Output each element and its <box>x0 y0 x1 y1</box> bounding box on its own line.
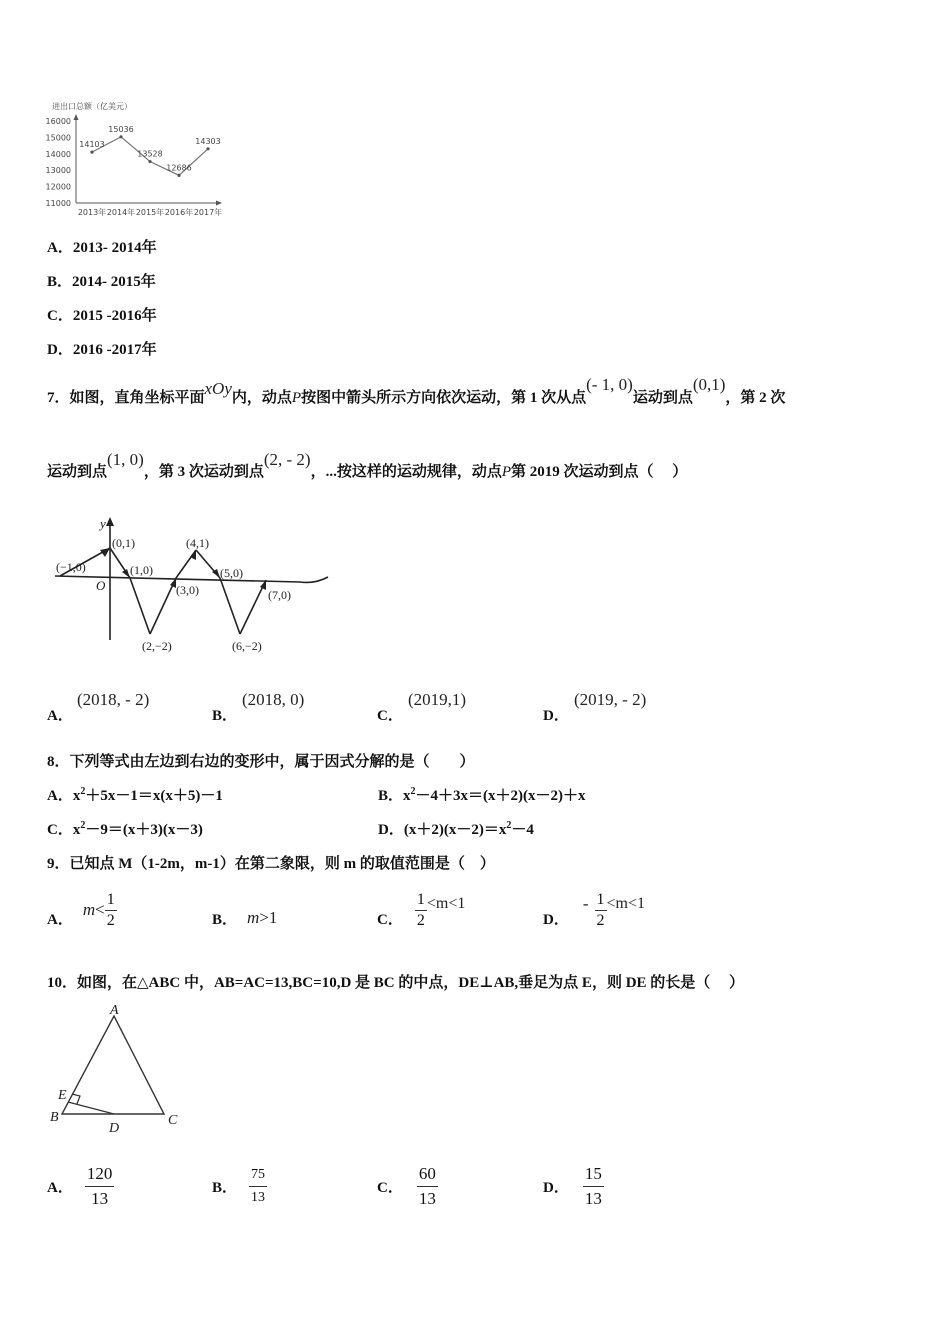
q10-triangle-figure <box>44 1000 194 1140</box>
label-e: E <box>58 1088 67 1103</box>
math-point: (1, 0) <box>107 450 144 469</box>
segment-de <box>68 1102 114 1114</box>
q9-question: 9．已知点 M（1-2m，m-1）在第二象限，则 m 的取值范围是（ ） <box>47 856 495 872</box>
q6-option-b[interactable] <box>47 270 156 291</box>
q8-option-a[interactable]: A．$x^2+5x-1=x(x+5)-1$ <box>47 786 223 804</box>
q10-option-d[interactable]: D． $\frac{15}{13}$ <box>543 1163 602 1208</box>
q7-zigzag-figure <box>50 512 340 657</box>
q7-option-c-value: (2019,1) <box>408 690 467 709</box>
fig-label-4-1: (4,1) <box>186 536 209 550</box>
option-text: 2014- 2015年 <box>72 274 156 290</box>
fig-path <box>60 548 266 634</box>
chart-ytick-label: 15000 <box>45 133 71 143</box>
q7-question-line1: 7．如图，直角坐标平面xOy内，动点P按图中箭头所示方向依次运动，第 1 次从点(- 1, 0)运动到点(0,1)，第 2 次 <box>47 375 786 406</box>
label-d: D <box>109 1121 120 1136</box>
q10-option-c[interactable]: C． $\frac{60}{13}$ <box>377 1163 436 1208</box>
q6-option-a[interactable] <box>47 236 157 257</box>
chart-y-arrow <box>74 114 79 120</box>
chart-xtick-label: 2017年 <box>193 208 223 217</box>
option-letter: B． <box>47 274 73 290</box>
q8-option-d[interactable]: D．$(x+2)(x-2)=x^2-4$ <box>378 820 534 838</box>
q10-option-a[interactable]: A． $\frac{120}{13}$ <box>47 1163 113 1208</box>
fig-y-arrow <box>106 517 114 526</box>
math-point: (- 1, 0) <box>586 375 633 394</box>
option-letter: C． <box>47 308 73 324</box>
option-letter: A． <box>47 240 73 256</box>
triangle-abc <box>62 1016 164 1114</box>
fig-label-5-0: (5,0) <box>220 566 243 580</box>
line-chart <box>40 96 240 224</box>
fig-x-tail <box>300 577 328 582</box>
option-text: 2013- 2014年 <box>72 240 157 256</box>
label-c: C <box>168 1113 178 1128</box>
chart-ytick-label: 16000 <box>45 117 71 126</box>
chart-point <box>206 147 209 150</box>
fig-label-0-1: (0,1) <box>112 536 135 550</box>
chart-point <box>90 151 93 154</box>
fig-label-1-0: (1,0) <box>130 563 153 577</box>
q6-option-d[interactable] <box>47 338 157 359</box>
q7-option-a[interactable]: A． <box>47 708 73 724</box>
q9-option-a[interactable]: A． m < $\frac{1}{2}$ <box>47 890 115 929</box>
chart-data-label: 13528 <box>137 149 163 159</box>
chart-ylabel: 进出口总额（亿美元） <box>52 102 132 111</box>
chart-ytick-label: 11000 <box>45 199 71 208</box>
math-point: (2, - 2) <box>263 450 311 469</box>
fig-label-m1-0: (−1,0) <box>56 560 86 574</box>
q7-option-b[interactable]: B． <box>212 708 238 724</box>
chart-data-label: 15036 <box>108 124 134 134</box>
fig-label-2-m2: (2,−2) <box>142 639 172 653</box>
math-point: (0,1) <box>692 375 726 394</box>
q9-option-b[interactable]: B． m >1 <box>212 908 278 928</box>
q7-option-d-value: (2019, - 2) <box>574 690 647 709</box>
chart-ytick-label: 12000 <box>45 182 71 192</box>
q9-option-c[interactable]: C． $\frac{1}{2}$ <m<1 <box>377 890 466 929</box>
fig-label-3-0: (3,0) <box>176 583 199 597</box>
label-b: B <box>50 1110 59 1125</box>
fig-label-6-m2: (6,−2) <box>232 639 262 653</box>
chart-xtick-label: 2013年 <box>77 208 107 217</box>
q7-option-a-value: (2018, - 2) <box>77 690 150 709</box>
q10-option-b[interactable]: B． $\frac{75}{13}$ <box>212 1162 267 1210</box>
q7-option-d[interactable]: D． <box>543 708 569 724</box>
q8-option-c[interactable]: C．$x^2-9=(x+3)(x-3)$ <box>47 820 203 838</box>
option-text: 2015 -2016年 <box>72 308 157 324</box>
option-letter: D． <box>47 342 73 358</box>
chart-x-arrow <box>216 201 222 206</box>
fig-label-y: y <box>100 516 106 531</box>
fig-label-o: O <box>96 578 106 593</box>
chart-ytick-label: 13000 <box>45 166 71 176</box>
chart-data-label: 12686 <box>166 163 192 173</box>
fig-label-7-0: (7,0) <box>268 588 291 602</box>
math-plane: xOy <box>204 379 232 398</box>
label-a: A <box>110 1003 119 1018</box>
chart-data-label: 14103 <box>79 140 105 150</box>
chart-point <box>148 160 151 163</box>
chart-xtick-label: 2015年 <box>135 208 165 217</box>
q7-question-line2: 运动到点(1, 0)，第 3 次运动到点(2, - 2)，...按这样的运动规律，动点P第 2019 次运动到点（ ） <box>47 450 688 480</box>
q8-option-b[interactable]: B．$x^2-4+3x=(x+2)(x-2)+x$ <box>378 786 586 804</box>
q10-question: 10．如图，在△ABC 中，AB=AC=13,BC=10,D 是 BC 的中点，DE⊥AB,垂足为点 E，则 DE 的长是（ ） <box>47 975 745 991</box>
q7-option-c[interactable]: C． <box>377 708 403 724</box>
chart-xtick-label: 2014年 <box>106 208 136 217</box>
chart-xtick-label: 2016年 <box>164 208 194 217</box>
chart-data-label: 14303 <box>195 136 221 146</box>
right-angle-mark <box>72 1094 80 1104</box>
chart-ytick-label: 14000 <box>45 149 71 159</box>
chart-point <box>119 135 122 138</box>
chart-point <box>177 174 180 177</box>
q9-option-d[interactable]: D． - $\frac{1}{2}$ <m<1 <box>543 890 646 929</box>
q8-question: 8．下列等式由左边到右边的变形中，属于因式分解的是（ ） <box>47 754 475 770</box>
q6-option-c[interactable] <box>47 304 157 325</box>
option-text: 2016 -2017年 <box>72 342 157 358</box>
q7-option-b-value: (2018, 0) <box>242 690 305 709</box>
